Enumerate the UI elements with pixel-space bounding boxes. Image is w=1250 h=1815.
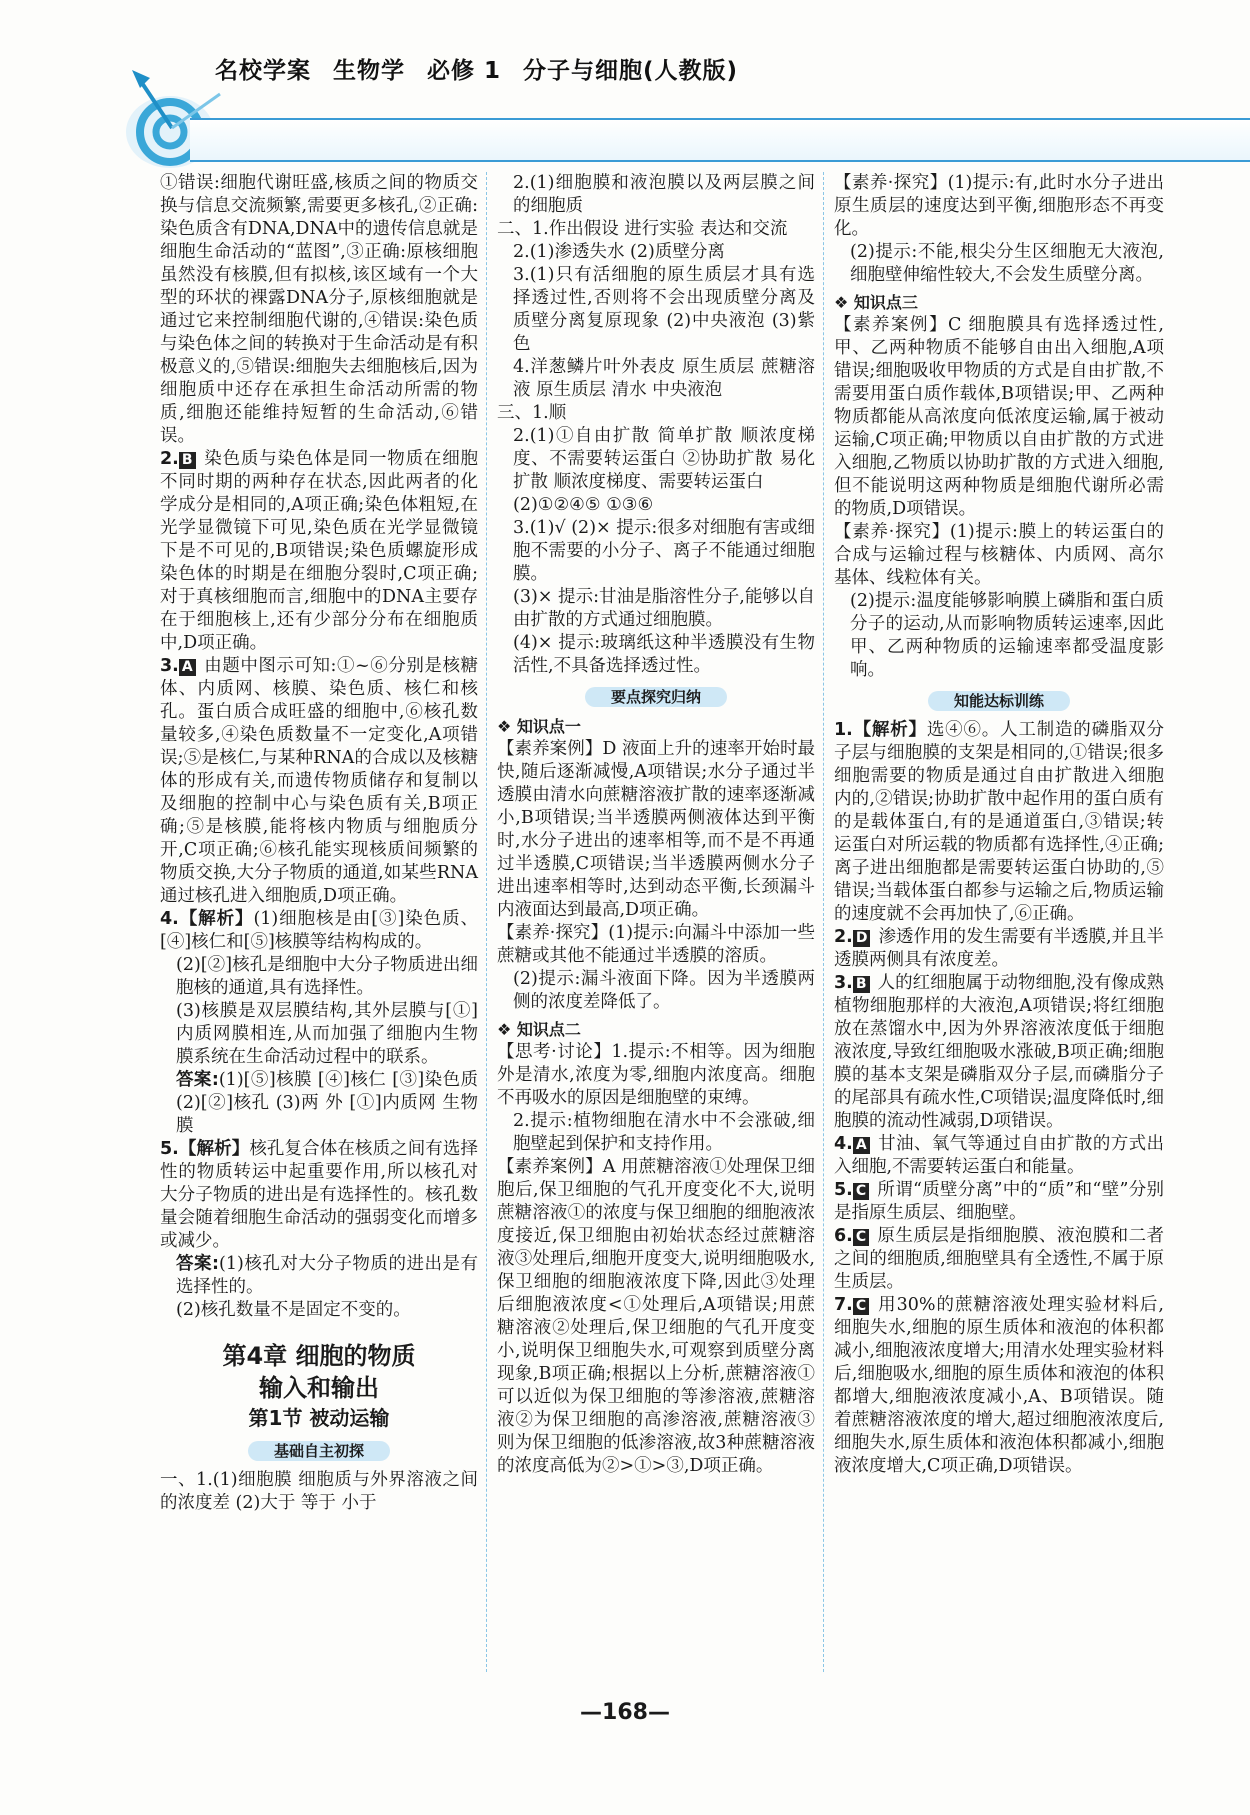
- answer-text: (3)× 提示:甘油是脂溶性分子,能够以自由扩散的方式通过细胞膜。: [513, 587, 815, 630]
- page-number: —168—: [580, 1700, 670, 1725]
- answer-text: 三、1.顺: [497, 403, 567, 423]
- answer-text: (4)× 提示:玻璃纸这种半透膜没有生物活性,不具备选择透过性。: [513, 633, 815, 676]
- book-name: 名校学案: [215, 58, 311, 84]
- volume-name: 必修 1: [427, 58, 502, 84]
- answer-letter: A: [853, 1137, 870, 1154]
- answer-text: (2)①②④⑤ ①③⑥: [513, 495, 654, 515]
- analysis-label: 【解析】: [178, 1139, 250, 1159]
- answer-text: 一、1.(1)细胞膜 细胞质与外界溶液之间的浓度差 (2)大于 等于 小于: [160, 1470, 478, 1513]
- question-number: 2.: [834, 927, 853, 947]
- answer-text: 【素养·探究】(1)提示:有,此时水分子进出原生质层的速度达到平衡,细胞形态不再变化。: [834, 173, 1164, 239]
- answer-letter: C: [853, 1298, 869, 1315]
- question-number: 1.: [834, 720, 853, 740]
- answer-text: (1)[⑤]核膜 [④]核仁 [③]染色质 (2)[②]核孔 (3)两 外 [①]内质网 生物膜: [176, 1070, 478, 1136]
- section-banner: 知能达标训练: [834, 690, 1164, 713]
- question-number: 2.: [160, 449, 179, 469]
- knowledge-point-heading: ❖ 知识点一: [497, 717, 581, 736]
- question-number: 5.: [834, 1180, 853, 1200]
- column-1: [160, 172, 478, 1515]
- column-2: [497, 172, 815, 1478]
- answer-text: 核孔复合体在核质之间有选择性的物质转运中起重要作用,所以核孔对大分子物质的进出是有选择性的。核孔数量会随着细胞生命活动的强弱变化而增多或减少。: [160, 1139, 479, 1251]
- answer-text: 【素养案例】C 细胞膜具有选择透过性,甲、乙两种物质不能够自由出入细胞,A项错误;细胞吸收甲物质的方式是自由扩散,不需要用蛋白质作载体,B项错误;甲、乙两种物质都能从高浓度向低浓度运输,属于被动运输,C项正确;甲物质以自由扩散的方式进入细胞,乙物质以协助扩散的方式进入细胞,但不能说明这两种物质是细胞代谢所必需的物质,D项错误。: [834, 315, 1164, 519]
- answer-text: 【素养·探究】(1)提示:向漏斗中添加一些蔗糖或其他不能通过半透膜的溶质。: [497, 923, 815, 966]
- answer-text: 【思考·讨论】1.提示:不相等。因为细胞外是清水,浓度为零,细胞内浓度高。细胞不再吸水的原因是细胞壁的束缚。: [497, 1042, 815, 1108]
- answer-text: (2)[②]核孔是细胞中大分子物质进出细胞核的通道,具有选择性。: [176, 955, 478, 998]
- answer-letter: D: [853, 930, 871, 947]
- answer-text: 选④⑥。人工制造的磷脂双分子层与细胞膜的支架是相同的,①错误;很多细胞需要的物质是通过自由扩散进入细胞内的,②错误;协助扩散中起作用的蛋白质有的是载体蛋白,有的是通道蛋白,③错误;转运蛋白对所运载的物质都有选择性,④正确;离子进出细胞都是需要转运蛋白协助的,⑤错误;当载体蛋白都参与运输之后,物质运输的速度就不会再加快了,⑥正确。: [834, 720, 1165, 924]
- answer-text: 3.(1)√ (2)× 提示:很多对细胞有害或细胞不需要的小分子、离子不能通过细胞膜。: [513, 518, 815, 584]
- answer-text: 3.(1)只有活细胞的原生质层才具有选择透过性,否则将不会出现质壁分离及质壁分离复原现象 (2)中央液泡 (3)紫色: [513, 265, 815, 354]
- section-banner: 要点探究归纳: [497, 686, 815, 709]
- answer-text: (3)核膜是双层膜结构,其外层膜与[①]内质网膜相连,从而加强了细胞内生物膜系统在生命活动过程中的联系。: [176, 1001, 478, 1067]
- answer-text: (2)核孔数量不是固定不变的。: [176, 1300, 411, 1320]
- answer-letter: A: [179, 659, 196, 676]
- answer-text: 【素养案例】A 用蔗糖溶液①处理保卫细胞后,保卫细胞的气孔开度变化不大,说明蔗糖溶液①的浓度与保卫细胞的细胞液浓度接近,保卫细胞由初始状态经过蔗糖溶液③处理后,细胞开度变大,说明细胞吸水,保卫细胞的细胞液浓度下降,因此③处理后细胞液浓度<①处理后,A项错误;用蔗糖溶液②处理后,保卫细胞的气孔开度变小,说明保卫细胞失水,可观察到质壁分离现象,B项正确;根据以上分析,蔗糖溶液①可以近似为保卫细胞的等渗溶液,蔗糖溶液②为保卫细胞的高渗溶液,蔗糖溶液③则为保卫细胞的低渗溶液,故3种蔗糖溶液的浓度高低为②>①>③,D项正确。: [497, 1157, 815, 1476]
- column-divider: [823, 172, 824, 1672]
- header-title: [215, 52, 760, 85]
- book-title: 分子与细胞(人教版): [523, 58, 739, 84]
- question-number: 5.: [160, 1139, 179, 1159]
- answer-label: 答案:: [176, 1254, 220, 1274]
- question-number: 3.: [160, 656, 179, 676]
- answer-letter: C: [853, 1183, 869, 1200]
- question-number: 4.: [834, 1134, 853, 1154]
- answer-label: 答案:: [176, 1070, 219, 1090]
- answer-text: 2.(1)细胞膜和液泡膜以及两层膜之间的细胞质: [513, 173, 815, 216]
- subject-name: 生物学: [333, 58, 405, 84]
- answer-text: 由题中图示可知:①~⑥分别是核糖体、内质网、核膜、染色质、核仁和核孔。蛋白质合成旺盛的细胞中,⑥核孔数量较多,④染色质数量不一定变化,A项错误;⑤是核仁,与某种RNA的合成以及核糖体的形成有关,而遗传物质储存和复制以及细胞的控制中心与染色质有关,B项正确;⑤是核膜,能将核内物质与细胞质分开,C项正确;⑥核孔能实现核质间频繁的物质交换,大分子物质的通道,如某些RNA通过核孔进入细胞质,D项正确。: [160, 656, 478, 906]
- answer-text: 人的红细胞属于动物细胞,没有像成熟植物细胞那样的大液泡,A项错误;将红细胞放在蒸馏水中,因为外界溶液浓度低于细胞液浓度,导致红细胞吸水涨破,B项正确;细胞膜的基本支架是磷脂双分子层,而磷脂分子的尾部具有疏水性,C项错误;温度降低时,细胞膜的流动性减弱,D项错误。: [834, 973, 1164, 1131]
- section-title: 第1节 被动运输: [248, 1406, 390, 1430]
- answer-text: (2)提示:不能,根尖分生区细胞无大液泡,细胞壁伸缩性较大,不会发生质壁分离。: [850, 242, 1164, 285]
- analysis-label: 【解析】: [852, 720, 927, 740]
- answer-text: 甘油、氧气等通过自由扩散的方式出入细胞,不需要转运蛋白和能量。: [834, 1134, 1164, 1177]
- answer-text: 【素养·探究】(1)提示:膜上的转运蛋白的合成与运输过程与核糖体、内质网、高尔基体、线粒体有关。: [834, 522, 1164, 588]
- answer-text: 2.(1)渗透失水 (2)质壁分离: [513, 242, 725, 262]
- question-number: 3.: [834, 973, 853, 993]
- answer-text: ①错误:细胞代谢旺盛,核质之间的物质交换与信息交流频繁,需要更多核孔,②正确:染色质含有DNA,DNA中的遗传信息就是细胞生命活动的“蓝图”,③正确:原核细胞虽然没有核膜,但有拟核,该区域有一个大型的环状的裸露DNA分子,原核细胞就是通过它来控制细胞代谢的,④错误:染色质与染色体之间的转换对于生命活动是有积极意义的,⑤错误:细胞失去细胞核后,因为细胞质中还存在承担生命活动所需的物质,细胞还能维持短暂的生命活动,⑥错误。: [160, 173, 478, 446]
- answer-text: 4.洋葱鳞片叶外表皮 原生质层 蔗糖溶液 原生质层 清水 中央液泡: [513, 357, 815, 400]
- column-divider: [486, 172, 487, 1672]
- knowledge-point-heading: ❖ 知识点二: [497, 1020, 581, 1039]
- section-banner: 基础自主初探: [160, 1440, 478, 1463]
- answer-text: (1)细胞核是由[③]染色质、[④]核仁和[⑤]核膜等结构构成的。: [160, 909, 478, 952]
- header-bar: [190, 118, 1250, 162]
- answer-text: 【素养案例】D 液面上升的速率开始时最快,随后逐渐减慢,A项错误;水分子通过半透膜由清水向蔗糖溶液扩散的速率逐渐减小,B项错误;当半透膜两侧液体达到平衡时,水分子进出的速率相等,而不是不再通过半透膜,C项错误;当半透膜两侧水分子进出速率相等时,达到动态平衡,长颈漏斗内液面达到最高,D项正确。: [497, 739, 815, 920]
- question-number: 4.: [160, 909, 179, 929]
- answer-text: 2.(1)①自由扩散 简单扩散 顺浓度梯度、不需要转运蛋白 ②协助扩散 易化扩散 顺浓度梯度、需要转运蛋白: [513, 426, 815, 492]
- answer-text: 2.提示:植物细胞在清水中不会涨破,细胞壁起到保护和支持作用。: [513, 1111, 815, 1154]
- analysis-label: 【解析】: [178, 909, 254, 929]
- answer-letter: C: [853, 1229, 869, 1246]
- answer-text: 渗透作用的发生需要有半透膜,并且半透膜两侧具有浓度差。: [834, 927, 1165, 970]
- answer-letter: B: [853, 976, 870, 993]
- answer-text: 染色质与染色体是同一物质在细胞不同时期的两种存在状态,因此两者的化学成分是相同的,A项正确;染色体粗短,在光学显微镜下可见,染色质在光学显微镜下是不可见的,B项错误;染色质螺旋形成染色体的时期是在细胞分裂时,C项正确;对于真核细胞而言,细胞中的DNA主要存在于细胞核上,还有少部分分布在细胞质中,D项正确。: [160, 449, 478, 653]
- answer-text: (2)提示:漏斗液面下降。因为半透膜两侧的浓度差降低了。: [513, 969, 815, 1012]
- question-number: 7.: [834, 1295, 853, 1315]
- knowledge-point-heading: ❖ 知识点三: [834, 293, 918, 312]
- answer-text: (2)提示:温度能够影响膜上磷脂和蛋白质分子的运动,从而影响物质转运速率,因此甲、乙两种物质的运输速率都受温度影响。: [850, 591, 1164, 680]
- column-3: [834, 172, 1164, 1478]
- answer-text: 用30%的蔗糖溶液处理实验材料后,细胞失水,细胞的原生质体和液泡的体积都减小,细胞液浓度增大;用清水处理实验材料后,细胞吸水,细胞的原生质体和液泡的体积都增大,细胞液浓度减小,A、B项错误。随着蔗糖溶液浓度的增大,超过细胞液浓度后,细胞失水,原生质体和液泡体积都减小,细胞液浓度增大,C项正确,D项错误。: [834, 1295, 1164, 1476]
- question-number: 6.: [834, 1226, 853, 1246]
- answer-text: 二、1.作出假设 进行实验 表达和交流: [497, 219, 788, 239]
- chapter-title: 第4章 细胞的物质 输入和输出: [222, 1342, 416, 1402]
- answer-text: (1)核孔对大分子物质的进出是有选择性的。: [176, 1254, 478, 1297]
- answer-text: 原生质层是指细胞膜、液泡膜和二者之间的细胞质,细胞壁具有全透性,不属于原生质层。: [834, 1226, 1164, 1292]
- answer-text: 所谓“质壁分离”中的“质”和“壁”分别是指原生质层、细胞壁。: [834, 1180, 1164, 1223]
- answer-letter: B: [179, 452, 196, 469]
